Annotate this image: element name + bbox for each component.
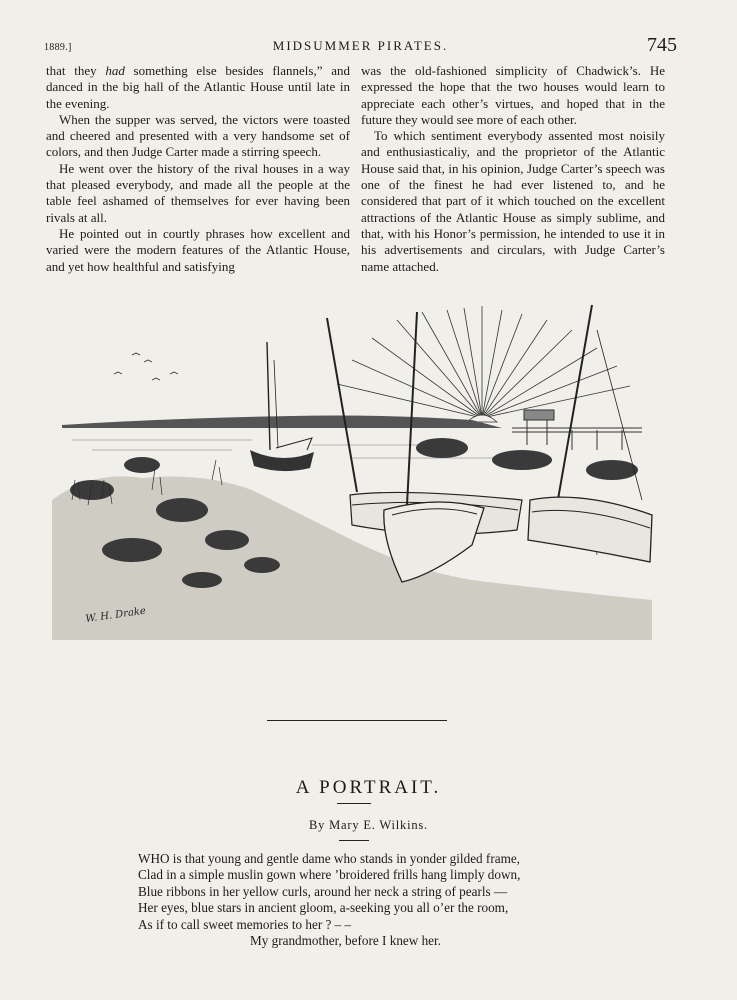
running-title: MIDSUMMER PIRATES.: [272, 38, 449, 53]
section-divider: [267, 720, 447, 721]
paragraph: He pointed out in courtly phrases how excellent and varied were the modern features of the Atlantic House, and yet how healthful and satisfying: [46, 225, 350, 274]
poem-body: [138, 851, 618, 949]
poem-line: My grandmother, before I knew her.: [250, 933, 441, 949]
poem-line: As if to call sweet memories to her ? – –: [138, 916, 352, 932]
paragraph: To which sentiment everybody assented most noisily and enthusiasticaliy, and the proprietor of the Atlantic House said that, in his opinion, Judge Carter’s speech was one of the finest he had ever listened to, and he considered that part of it which touched on the excellent attractions of the Atlantic House as simply sublime, and that, with his Honor’s permission, he intended to use it in his advertisements and circulars, with Judge Carter’s name attached.: [361, 128, 665, 274]
left-text-column: [46, 63, 350, 275]
emphasis: had: [105, 63, 125, 78]
poem-line: Clad in a simple muslin gown where ’broidered frills hang limply down,: [138, 867, 521, 883]
shore-boats-illustration: [52, 300, 664, 640]
artist-signature: W. H. Drake: [84, 605, 147, 625]
byline-rule: [339, 840, 369, 841]
poem-line: Blue ribbons in her yellow curls, around her neck a string of pearls —: [138, 883, 508, 899]
page-number: 745: [647, 34, 677, 56]
poem-line: WHO is that young and gentle dame who stands in yonder gilded frame,: [138, 851, 520, 866]
right-text-column: [361, 63, 665, 275]
poem-byline: By Mary E. Wilkins.: [309, 818, 428, 832]
paragraph: When the supper was served, the victors were toasted and cheered and presented with a very handsome set of colors, and then Judge Carter made a stirring speech.: [46, 111, 350, 160]
running-head: [44, 34, 677, 64]
paragraph: He went over the history of the rival houses in a way that pleased everybody, and made all the people at the table feel ashamed of themselves for ever having been rivals at all.: [46, 160, 350, 225]
title-rule: [337, 803, 371, 804]
paragraph: that they had something else besides flannels,” and danced in the big hall of the Atlantic House until late in the evening.: [46, 63, 350, 111]
paragraph: was the old-fashioned simplicity of Chadwick’s. He expressed the hope that the two houses would learn to appreciate each other’s virtues, and hoped that in the future they would see more of each other.: [361, 63, 665, 127]
poem-line: Her eyes, blue stars in ancient gloom, a-seeking you all o’er the room,: [138, 900, 509, 916]
issue-year: 1889.]: [44, 42, 72, 53]
poem-title: A PORTRAIT.: [295, 777, 442, 798]
